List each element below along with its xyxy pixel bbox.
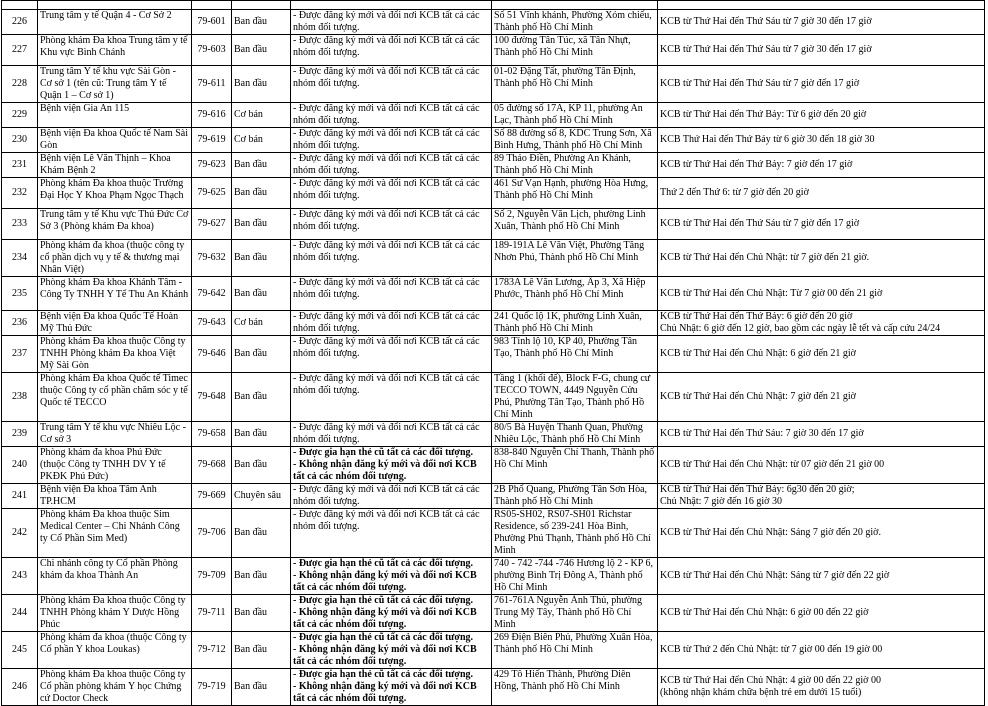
- facility-type-cell: Ban đầu: [232, 35, 291, 66]
- address-cell: 189-191A Lê Văn Việt, Phường Tăng Nhơn Phú, Thành phố Hồ Chí Minh: [492, 240, 658, 277]
- facility-code-cell: 79-601: [192, 10, 232, 35]
- registration-notes-cell: [291, 178, 492, 209]
- registration-notes-cell: [291, 595, 492, 632]
- facility-type-cell: Ban đầu: [232, 669, 291, 706]
- facility-code-cell: 79-623: [192, 153, 232, 178]
- facility-code-cell: 79-643: [192, 311, 232, 336]
- registration-note: - Được đăng ký mới và đổi nơi KCB tất cả các nhóm đối tượng.: [293, 422, 480, 445]
- registration-note: - Được đăng ký mới và đổi nơi KCB tất cả các nhóm đối tượng.: [293, 103, 480, 126]
- facility-name-cell: Phòng khám Đa khoa thuộc Công ty TNHH Phòng khám Đa khoa Việt Mỹ Sài Gòn: [38, 336, 192, 373]
- facility-type-cell: Ban đầu: [232, 336, 291, 373]
- registration-notes-cell: [291, 484, 492, 509]
- working-hours-cell: KCB từ Thứ Hai đến Chủ Nhật: 4 giờ 00 đến 22 giờ 00 (không nhận khám chữa bệnh trẻ em dưới 15 tuổi): [658, 669, 985, 706]
- facility-code-cell: 79-611: [192, 66, 232, 103]
- row-number-cell: 238: [2, 373, 38, 422]
- address-cell: 461 Sư Vạn Hạnh, phường Hòa Hưng, Thành phố Hồ Chí Minh: [492, 178, 658, 209]
- registration-note: - Được gia hạn thẻ cũ tất cả các đối tượng.: [293, 595, 474, 606]
- working-hours-cell: KCB từ Thứ Hai đến Thứ Sáu: 7 giờ 30 đến 17 giờ: [658, 422, 985, 447]
- facility-type-cell: Ban đầu: [232, 240, 291, 277]
- working-hours-cell: KCB từ Thứ Hai đến Chủ Nhật: Sáng 7 giờ đến 20 giờ.: [658, 509, 985, 558]
- registration-note: - Được đăng ký mới và đổi nơi KCB tất cả các nhóm đối tượng.: [293, 240, 480, 263]
- row-number-cell: 226: [2, 10, 38, 35]
- facility-type-cell: Ban đầu: [232, 373, 291, 422]
- table-row: [2, 595, 985, 632]
- working-hours-cell: KCB từ Thứ Hai đến Thứ Sáu từ 7 giờ đến 17 giờ: [658, 66, 985, 103]
- row-number-cell: 241: [2, 484, 38, 509]
- registration-note: - Không nhận đăng ký mới và đổi nơi KCB tất cả các nhóm đối tượng.: [293, 459, 477, 482]
- facility-type-cell: Ban đầu: [232, 509, 291, 558]
- table-row: [2, 558, 985, 595]
- facility-code-cell: 79-616: [192, 103, 232, 128]
- address-cell: 740 - 742 -744 -746 Hương lộ 2 - KP 6, phường Bình Trị Đông A, Thành phố Hồ Chí Minh: [492, 558, 658, 595]
- row-number-cell: 235: [2, 277, 38, 311]
- registration-note: - Được đăng ký mới và đổi nơi KCB tất cả các nhóm đối tượng.: [293, 35, 480, 58]
- facility-code-cell: 79-706: [192, 509, 232, 558]
- row-number-cell: 246: [2, 669, 38, 706]
- facility-name-cell: Phòng khám Đa khoa Quốc tế Timec thuộc Công ty cổ phần chăm sóc y tế Quốc tế TECCO: [38, 373, 192, 422]
- address-cell: 269 Điện Biên Phủ, Phường Xuân Hòa, Thành phố Hồ Chí Minh: [492, 632, 658, 669]
- address-cell: 01-02 Đặng Tất, phường Tân Định, Thành phố Hồ Chí Minh: [492, 66, 658, 103]
- working-hours-cell: KCB từ Thứ 2 đến Chủ Nhật: từ 7 giờ 00 đến 19 giờ 00: [658, 632, 985, 669]
- address-cell: Số 88 đường số 8, KDC Trung Sơn, Xã Bình Hưng, Thành phố Hồ Chí Minh: [492, 128, 658, 153]
- facility-name-cell: Phòng khám Đa khoa thuộc Sim Medical Center – Chi Nhánh Công ty Cổ Phần Sim Med): [38, 509, 192, 558]
- facility-name-cell: Chi nhánh công ty Cổ phần Phòng khám đa khoa Thành An: [38, 558, 192, 595]
- registration-note: - Được đăng ký mới và đổi nơi KCB tất cả các nhóm đối tượng.: [293, 277, 480, 300]
- registration-notes-cell: [291, 103, 492, 128]
- row-number-cell: 227: [2, 35, 38, 66]
- registration-notes-cell: [291, 509, 492, 558]
- facility-code-cell: 79-632: [192, 240, 232, 277]
- facility-type-cell: Ban đầu: [232, 277, 291, 311]
- registration-note: - Được gia hạn thẻ cũ tất cả các đối tượng.: [293, 447, 474, 458]
- address-cell: Số 2, Nguyễn Văn Lịch, phường Linh Xuân, Thành phố Hồ Chí Minh: [492, 209, 658, 240]
- facility-code-cell: 79-668: [192, 447, 232, 484]
- table-row: [2, 240, 985, 277]
- facility-type-cell: Ban đầu: [232, 422, 291, 447]
- facility-name-cell: Phòng khám Đa khoa Khánh Tâm - Công Ty TNHH Y Tế Thu An Khánh: [38, 277, 192, 311]
- registration-note: - Được đăng ký mới và đổi nơi KCB tất cả các nhóm đối tượng.: [293, 336, 480, 359]
- facility-code-cell: 79-709: [192, 558, 232, 595]
- facility-code-cell: 79-711: [192, 595, 232, 632]
- facility-type-cell: Ban đầu: [232, 178, 291, 209]
- row-number-cell: 245: [2, 632, 38, 669]
- working-hours-cell: KCB từ Thứ Hai đến Chủ Nhật: Từ 7 giờ 00 đến 21 giờ: [658, 277, 985, 311]
- table-row: [2, 447, 985, 484]
- row-number-cell: 230: [2, 128, 38, 153]
- table-row: [2, 153, 985, 178]
- facility-name-cell: Phòng khám Đa khoa Trung tâm y tế Khu vực Bình Chánh: [38, 35, 192, 66]
- facility-name-cell: Phòng khám Đa khoa thuộc Công ty Cổ phần phòng khám Y học Chứng cứ Doctor Check: [38, 669, 192, 706]
- table-row: [2, 128, 985, 153]
- working-hours-cell: KCB từ Thứ Hai đến Thứ Sáu từ 7 giờ 30 đến 17 giờ: [658, 10, 985, 35]
- registration-notes-cell: [291, 447, 492, 484]
- registration-note: - Không nhận đăng ký mới và đổi nơi KCB tất cả các nhóm đối tượng.: [293, 570, 477, 593]
- working-hours-cell: KCB từ Thứ Hai đến Chủ Nhật: từ 7 giờ đến 21 giờ.: [658, 240, 985, 277]
- table-row: [2, 178, 985, 209]
- registration-notes-cell: [291, 66, 492, 103]
- working-hours-cell: KCB từ Thứ Hai đến Chủ Nhật: từ 07 giờ đến 21 giờ 00: [658, 447, 985, 484]
- working-hours-cell: KCB từ Thứ Hai đến Thứ Sáu từ 7 giờ đến 17 giờ: [658, 209, 985, 240]
- registration-note: - Được gia hạn thẻ cũ tất cả các đối tượng.: [293, 669, 474, 680]
- address-cell: 89 Thảo Điền, Phường An Khánh, Thành phố Hồ Chí Minh: [492, 153, 658, 178]
- facility-code-cell: 79-625: [192, 178, 232, 209]
- facility-type-cell: Ban đầu: [232, 209, 291, 240]
- facility-type-cell: Ban đầu: [232, 558, 291, 595]
- registration-note: - Được đăng ký mới và đổi nơi KCB tất cả các nhóm đối tượng.: [293, 484, 480, 507]
- working-hours-cell: KCB Thứ Hai đến Thứ Bảy từ 6 giờ 30 đến 18 giờ 30: [658, 128, 985, 153]
- facility-name-cell: Bệnh viện Đa khoa Quốc tế Nam Sài Gòn: [38, 128, 192, 153]
- table-row: [2, 311, 985, 336]
- table-row: [2, 422, 985, 447]
- facility-name-cell: Trung tâm Y tế khu vực Sài Gòn - Cơ sở 1 (tên cũ: Trung tâm Y tế Quận 1 – Cơ sở 1): [38, 66, 192, 103]
- registration-note: - Được đăng ký mới và đổi nơi KCB tất cả các nhóm đối tượng.: [293, 311, 480, 334]
- facility-code-cell: 79-619: [192, 128, 232, 153]
- registration-note: - Được đăng ký mới và đổi nơi KCB tất cả các nhóm đối tượng.: [293, 66, 480, 89]
- row-number-cell: 234: [2, 240, 38, 277]
- address-cell: Tầng 1 (khối đế), Block F-G, chung cư TECCO TOWN, 4449 Nguyễn Cửu Phú, Phường Tân Tạo, Thành phố Hồ Chí Minh: [492, 373, 658, 422]
- row-number-cell: 231: [2, 153, 38, 178]
- address-cell: 100 đường Tân Túc, xã Tân Nhựt, Thành phố Hồ Chí Minh: [492, 35, 658, 66]
- facility-name-cell: Bệnh viện Lê Văn Thịnh – Khoa Khám Bệnh 2: [38, 153, 192, 178]
- working-hours-cell: Thứ 2 đến Thứ 6: từ 7 giờ đến 20 giờ: [658, 178, 985, 209]
- facility-table: [1, 0, 985, 706]
- row-number-cell: 228: [2, 66, 38, 103]
- address-cell: 838-840 Nguyễn Chí Thanh, Thành phố Hồ Chí Minh: [492, 447, 658, 484]
- table-row: [2, 336, 985, 373]
- registration-note: - Được gia hạn thẻ cũ tất cả các đối tượng.: [293, 632, 474, 643]
- row-number-cell: 229: [2, 103, 38, 128]
- registration-note: - Được đăng ký mới và đổi nơi KCB tất cả các nhóm đối tượng.: [293, 509, 480, 532]
- row-number-cell: 233: [2, 209, 38, 240]
- facility-name-cell: Phòng khám đa khoa Phú Đức (thuộc Công ty TNHH DV Y tế PKĐK Phú Đức): [38, 447, 192, 484]
- facility-name-cell: Phòng khám đa khoa (thuộc công ty cổ phần dịch vụ y tế & thương mại Nhân Việt): [38, 240, 192, 277]
- address-cell: RS05-SH02, RS07-SH01 Richstar Residence, số 239-241 Hòa Bình, Phường Phú Thạnh, Thành phố Hồ Chí Minh: [492, 509, 658, 558]
- table-row: [2, 277, 985, 311]
- facility-name-cell: Phòng khám Đa khoa thuộc Công ty TNHH Phòng khám Y Dược Hồng Phúc: [38, 595, 192, 632]
- facility-name-cell: Trung tâm y tế Khu vực Thủ Đức Cơ Sở 3 (Phòng khám Đa khoa): [38, 209, 192, 240]
- registration-note: - Được đăng ký mới và đổi nơi KCB tất cả các nhóm đối tượng.: [293, 10, 480, 33]
- row-number-cell: 239: [2, 422, 38, 447]
- table-row: [2, 66, 985, 103]
- facility-type-cell: Chuyên sâu: [232, 484, 291, 509]
- table-row: [2, 103, 985, 128]
- table-row: [2, 669, 985, 706]
- row-number-cell: 243: [2, 558, 38, 595]
- facility-code-cell: 79-627: [192, 209, 232, 240]
- facility-type-cell: Ban đầu: [232, 66, 291, 103]
- address-cell: 241 Quốc lộ 1K, phường Linh Xuân, Thành phố Hồ Chí Minh: [492, 311, 658, 336]
- registration-note: - Được đăng ký mới và đổi nơi KCB tất cả các nhóm đối tượng.: [293, 209, 480, 232]
- facility-code-cell: 79-646: [192, 336, 232, 373]
- registration-notes-cell: [291, 153, 492, 178]
- facility-code-cell: 79-642: [192, 277, 232, 311]
- working-hours-cell: KCB từ Thứ Hai đến Chủ Nhật: 6 giờ 00 đến 22 giờ: [658, 595, 985, 632]
- facility-name-cell: Trung tâm Y tế khu vực Nhiêu Lộc - Cơ sở 3: [38, 422, 192, 447]
- facility-name-cell: Trung tâm y tế Quận 4 - Cơ Sở 2: [38, 10, 192, 35]
- registration-notes-cell: [291, 669, 492, 706]
- registration-notes-cell: [291, 35, 492, 66]
- table-body: [2, 1, 985, 706]
- address-cell: Số 51 Vĩnh khánh, Phường Xóm chiếu, Thành phố Hồ Chí Minh: [492, 10, 658, 35]
- registration-notes-cell: [291, 10, 492, 35]
- row-number-cell: 244: [2, 595, 38, 632]
- registration-notes-cell: [291, 422, 492, 447]
- facility-name-cell: Bệnh viện Đa khoa Quốc Tế Hoàn Mỹ Thủ Đức: [38, 311, 192, 336]
- row-number-cell: 232: [2, 178, 38, 209]
- facility-type-cell: Cơ bản: [232, 311, 291, 336]
- registration-note: - Được đăng ký mới và đổi nơi KCB tất cả các nhóm đối tượng.: [293, 153, 480, 176]
- table-row: [2, 484, 985, 509]
- working-hours-cell: KCB từ Thứ Hai đến Chủ Nhật: 6 giờ đến 21 giờ: [658, 336, 985, 373]
- table-row: [2, 35, 985, 66]
- registration-note: - Được gia hạn thẻ cũ tất cả các đối tượng.: [293, 558, 474, 569]
- registration-notes-cell: [291, 240, 492, 277]
- address-cell: 761-761A Nguyễn Ảnh Thủ, phường Trung Mỹ Tây, Thành phố Hồ Chí Minh: [492, 595, 658, 632]
- registration-note: - Được đăng ký mới và đổi nơi KCB tất cả các nhóm đối tượng.: [293, 128, 480, 151]
- facility-code-cell: 79-719: [192, 669, 232, 706]
- registration-notes-cell: [291, 632, 492, 669]
- facility-code-cell: 79-712: [192, 632, 232, 669]
- facility-type-cell: Ban đầu: [232, 595, 291, 632]
- table-row: [2, 509, 985, 558]
- registration-note: - Không nhận đăng ký mới và đổi nơi KCB tất cả các nhóm đối tượng.: [293, 607, 477, 630]
- row-number-cell: 240: [2, 447, 38, 484]
- registration-notes-cell: [291, 373, 492, 422]
- registration-notes-cell: [291, 311, 492, 336]
- working-hours-cell: KCB từ Thứ Hai đến Chủ Nhật: Sáng từ 7 giờ đến 22 giờ: [658, 558, 985, 595]
- registration-notes-cell: [291, 209, 492, 240]
- table-row: [2, 10, 985, 35]
- registration-notes-cell: [291, 277, 492, 311]
- facility-type-cell: Ban đầu: [232, 10, 291, 35]
- row-number-cell: 242: [2, 509, 38, 558]
- registration-note: - Được đăng ký mới và đổi nơi KCB tất cả các nhóm đối tượng.: [293, 178, 480, 201]
- facility-type-cell: Cơ bản: [232, 128, 291, 153]
- row-number-cell: 237: [2, 336, 38, 373]
- facility-code-cell: 79-603: [192, 35, 232, 66]
- registration-note: - Được đăng ký mới và đổi nơi KCB tất cả các nhóm đối tượng.: [293, 373, 480, 396]
- address-cell: 1783A Lê Văn Lương, Ấp 3, Xã Hiệp Phước, Thành phố Hồ Chí Minh: [492, 277, 658, 311]
- registration-notes-cell: [291, 558, 492, 595]
- table-row-partial: [2, 1, 985, 10]
- facility-type-cell: Ban đầu: [232, 153, 291, 178]
- registration-note: - Không nhận đăng ký mới và đổi nơi KCB tất cả các nhóm đối tượng.: [293, 681, 477, 704]
- address-cell: 2B Phổ Quang, Phường Tân Sơn Hòa, Thành phố Hồ Chí Minh: [492, 484, 658, 509]
- facility-name-cell: Phòng khám Đa khoa thuộc Trường Đại Học Y Khoa Phạm Ngọc Thạch: [38, 178, 192, 209]
- registration-notes-cell: [291, 336, 492, 373]
- facility-code-cell: 79-658: [192, 422, 232, 447]
- facility-code-cell: 79-648: [192, 373, 232, 422]
- address-cell: 80/5 Bà Huyện Thanh Quan, Phường Nhiêu Lộc, Thành phố Hồ Chí Minh: [492, 422, 658, 447]
- address-cell: 429 Tô Hiến Thành, Phường Diên Hồng, Thành phố Hồ Chí Minh: [492, 669, 658, 706]
- address-cell: 983 Tỉnh lộ 10, KP 40, Phường Tân Tạo, Thành phố Hồ Chí Minh: [492, 336, 658, 373]
- working-hours-cell: KCB từ Thứ Hai đến Chủ Nhật: 7 giờ đến 21 giờ: [658, 373, 985, 422]
- row-number-cell: 236: [2, 311, 38, 336]
- working-hours-cell: KCB từ Thứ Hai đến Thứ Bảy: Từ 6 giờ đến 20 giờ: [658, 103, 985, 128]
- working-hours-cell: KCB từ Thứ Hai đến Thứ Sáu từ 7 giờ 30 đến 17 giờ: [658, 35, 985, 66]
- working-hours-cell: KCB từ Thứ Hai đến Thứ Bảy: 6g30 đến 20 giờ; Chủ Nhật: 7 giờ đến 16 giờ 30: [658, 484, 985, 509]
- facility-name-cell: Bệnh viện Gia An 115: [38, 103, 192, 128]
- registration-notes-cell: [291, 128, 492, 153]
- registration-note: - Không nhận đăng ký mới và đổi nơi KCB tất cả các nhóm đối tượng.: [293, 644, 477, 667]
- table-row: [2, 373, 985, 422]
- table-row: [2, 632, 985, 669]
- facility-type-cell: Ban đầu: [232, 447, 291, 484]
- facility-name-cell: Phòng khám đa khoa (thuộc Công ty Cổ phần Y khoa Loukas): [38, 632, 192, 669]
- address-cell: 05 đường số 17A, KP 11, phường An Lạc, Thành phố Hồ Chí Minh: [492, 103, 658, 128]
- facility-type-cell: Ban đầu: [232, 632, 291, 669]
- table-row: [2, 209, 985, 240]
- facility-code-cell: 79-669: [192, 484, 232, 509]
- facility-type-cell: Cơ bản: [232, 103, 291, 128]
- facility-name-cell: Bệnh viện Đa khoa Tâm Anh TP.HCM: [38, 484, 192, 509]
- working-hours-cell: KCB từ Thứ Hai đến Thứ Bảy: 6 giờ đến 20 giờ Chủ Nhật: 6 giờ đến 12 giờ, bao gồm các ngày lễ tết và cấp cứu 24/24: [658, 311, 985, 336]
- working-hours-cell: KCB từ Thứ Hai đến Thứ Bảy: 7 giờ đến 17 giờ: [658, 153, 985, 178]
